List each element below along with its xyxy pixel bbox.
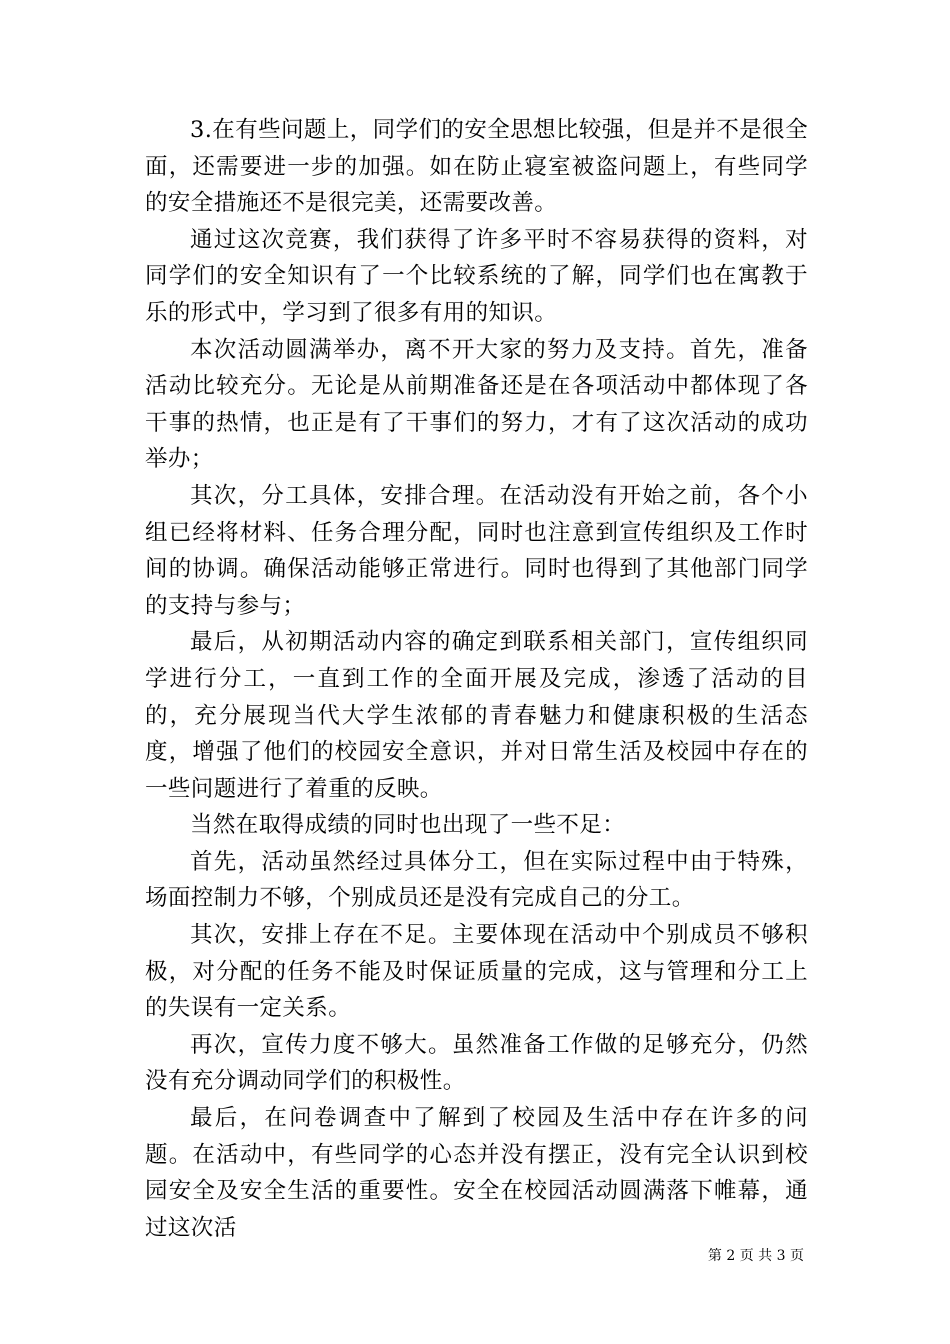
paragraph: 首先，活动虽然经过具体分工，但在实际过程中由于特殊，场面控制力不够，个别成员还是没有完成自己的分工。 bbox=[145, 848, 808, 912]
document-body bbox=[145, 112, 808, 1246]
paragraph: 其次，安排上存在不足。主要体现在活动中个别成员不够积极，对分配的任务不能及时保证质量的完成，这与管理和分工上的失误有一定关系。 bbox=[145, 922, 808, 1022]
paragraph: 通过这次竞赛，我们获得了许多平时不容易获得的资料，对同学们的安全知识有了一个比较系统的了解，同学们也在寓教于乐的形式中，学习到了很多有用的知识。 bbox=[145, 226, 808, 326]
paragraph: 本次活动圆满举办，离不开大家的努力及支持。首先，准备活动比较充分。无论是从前期准备还是在各项活动中都体现了各干事的热情，也正是有了干事们的努力，才有了这次活动的成功举办； bbox=[145, 336, 808, 473]
paragraph: 3.在有些问题上，同学们的安全思想比较强，但是并不是很全面，还需要进一步的加强。如在防止寝室被盗问题上，有些同学的安全措施还不是很完美，还需要改善。 bbox=[145, 117, 808, 217]
paragraph: 当然在取得成绩的同时也出现了一些不足： bbox=[190, 812, 626, 839]
paragraph: 再次，宣传力度不够大。虽然准备工作做的足够充分，仍然没有充分调动同学们的积极性。 bbox=[145, 1031, 808, 1095]
paragraph: 其次，分工具体，安排合理。在活动没有开始之前，各个小组已经将材料、任务合理分配，同时也注意到宣传组织及工作时间的协调。确保活动能够正常进行。同时也得到了其他部门同学的支持与参与； bbox=[145, 482, 808, 619]
paragraph: 最后，从初期活动内容的确定到联系相关部门，宣传组织同学进行分工，一直到工作的全面开展及完成，渗透了活动的目的，充分展现当代大学生浓郁的青春魅力和健康积极的生活态度，增强了他们的校园安全意识，并对日常生活及校园中存在的一些问题进行了着重的反映。 bbox=[145, 629, 808, 802]
page-number-footer: 第 2 页 共 3 页 bbox=[707, 1248, 804, 1264]
paragraph: 最后，在问卷调查中了解到了校园及生活中存在许多的问题。在活动中，有些同学的心态并没有摆正，没有完全认识到校园安全及安全生活的重要性。安全在校园活动圆满落下帷幕，通过这次活 bbox=[145, 1105, 808, 1241]
